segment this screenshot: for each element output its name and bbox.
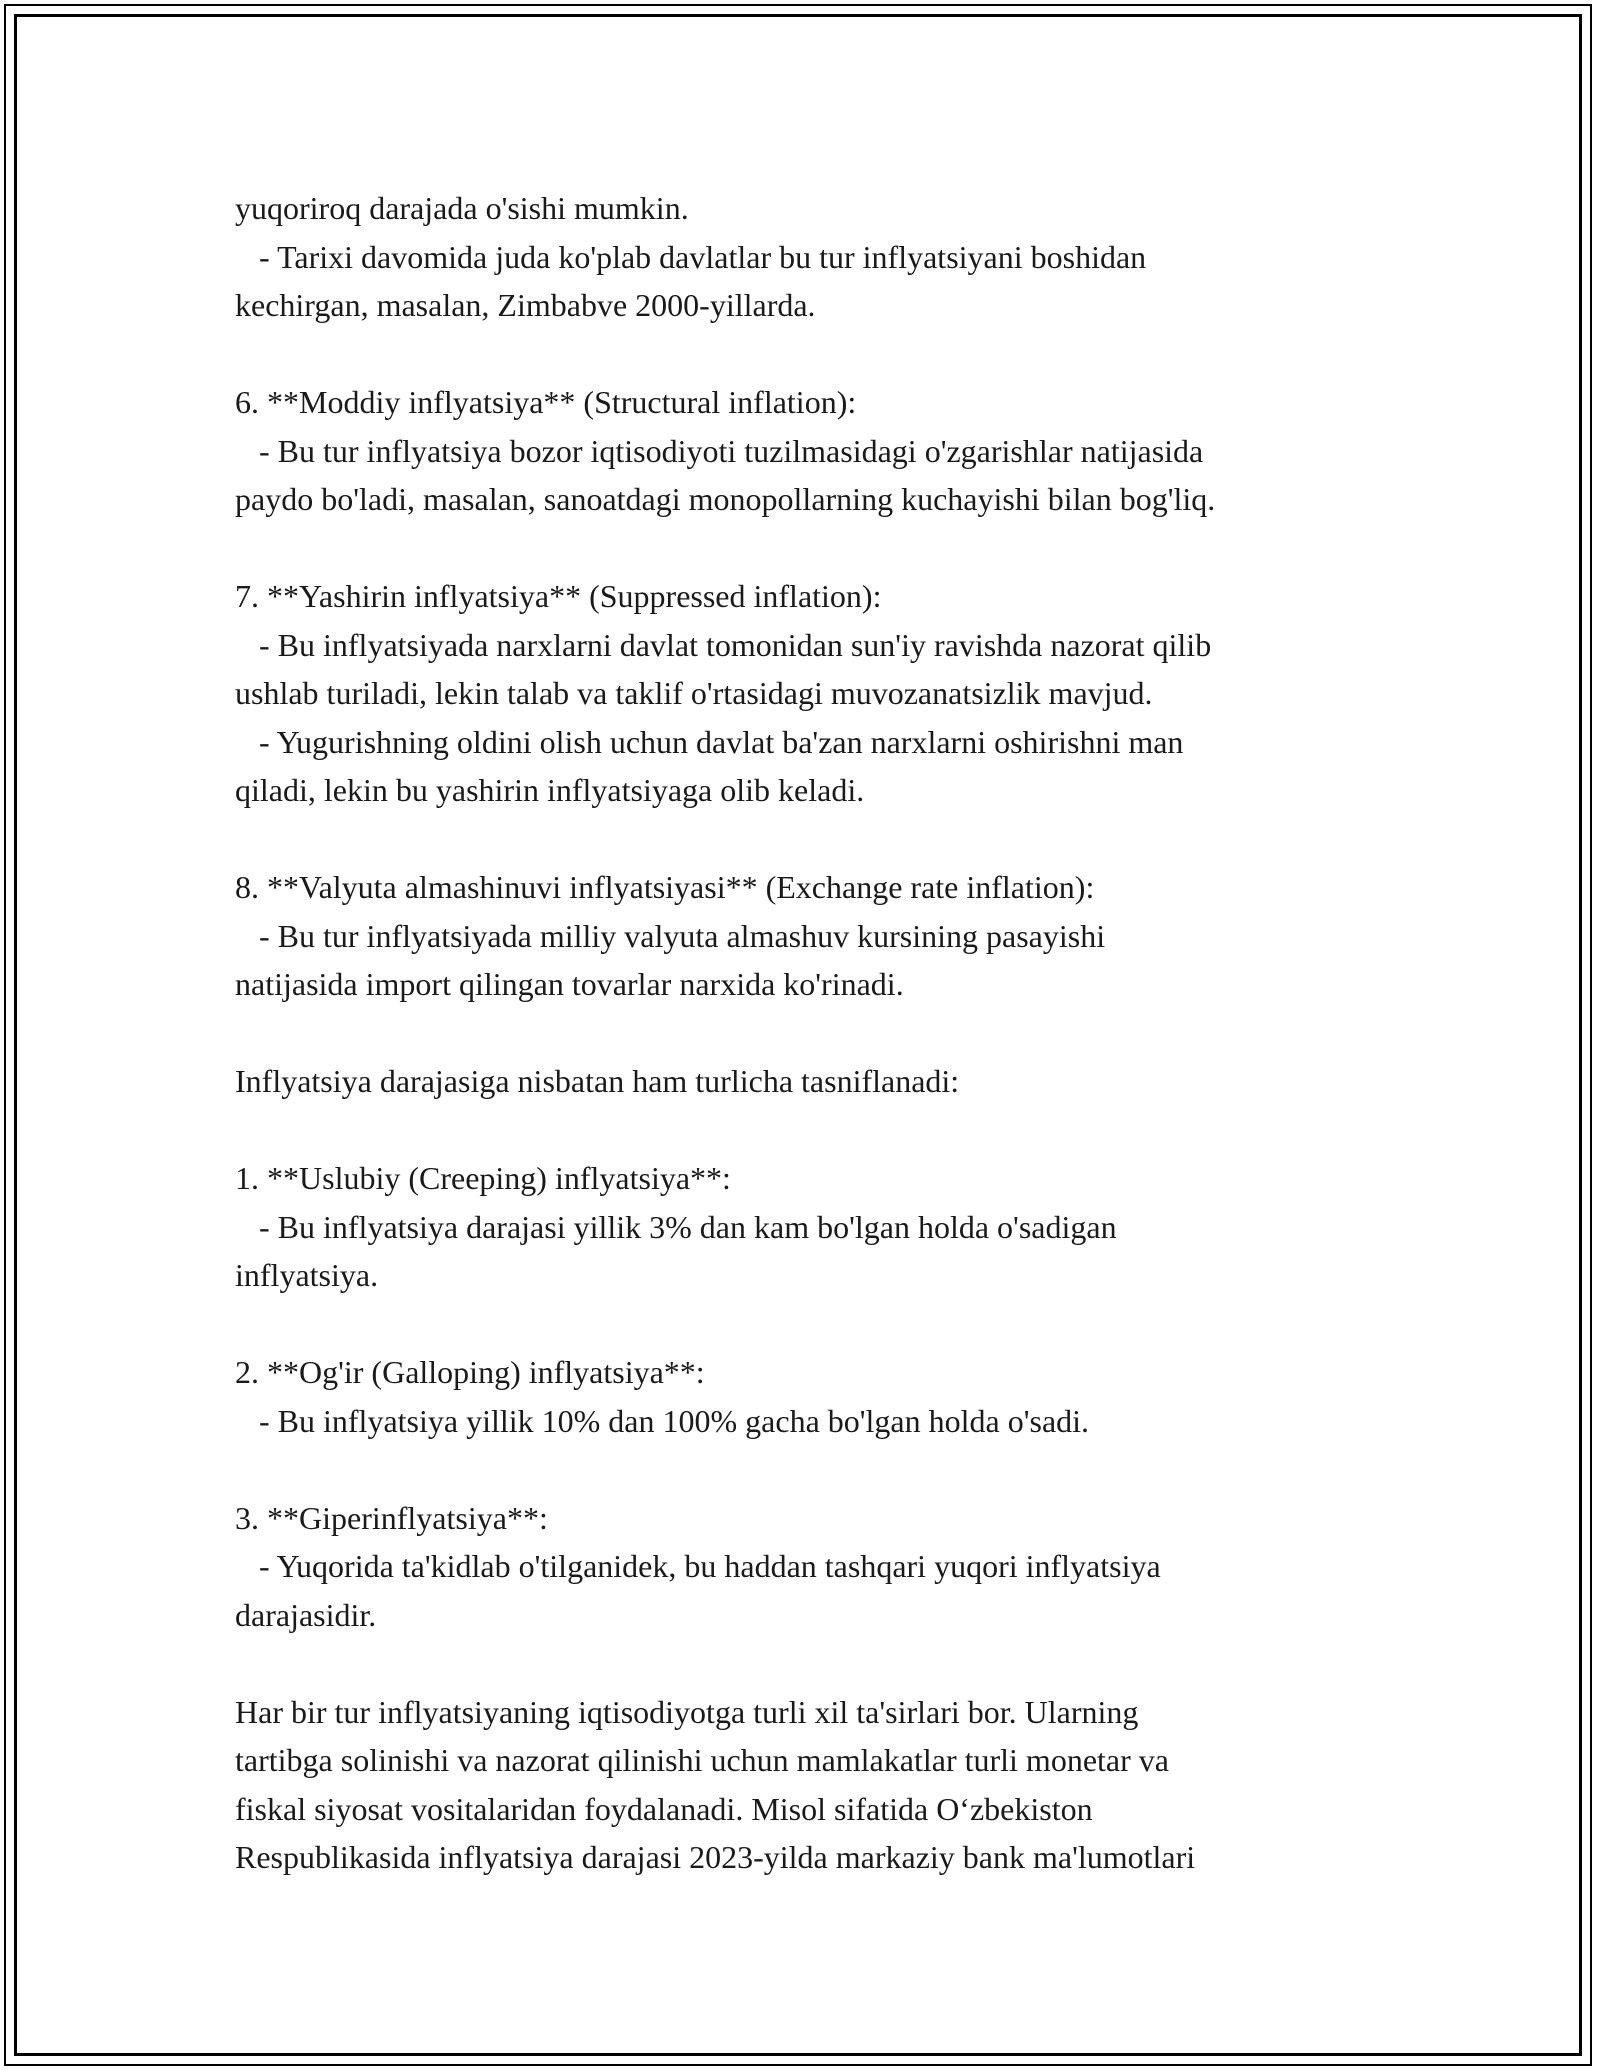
blank-line <box>235 1009 1415 1058</box>
text-line: darajasidir. <box>235 1596 377 1633</box>
blank-line <box>235 1106 1415 1155</box>
paragraph <box>235 1688 1415 1882</box>
text-line: 7. **Yashirin inflyatsiya** (Suppressed inflation): <box>235 578 882 614</box>
text-line: paydo bo'ladi, masalan, sanoatdagi monopollarning kuchayishi bilan bog'liq. <box>235 481 1216 517</box>
text-line: Respublikasida inflyatsiya darajasi 2023-yilda markaziy bank ma'lumotlari <box>235 1839 1196 1875</box>
text-line: - Bu inflyatsiyada narxlarni davlat tomonidan sun'iy ravishda nazorat qilib <box>235 626 1212 663</box>
paragraph <box>235 1057 1415 1106</box>
text-line: tartibga solinishi va nazorat qilinishi uchun mamlakatlar turli monetar va <box>235 1742 1169 1778</box>
text-line: - Bu inflyatsiya yillik 10% dan 100% gacha bo'lgan holda o'sadi. <box>235 1402 1090 1439</box>
blank-line <box>235 1639 1415 1688</box>
text-line: natijasida import qilingan tovarlar narxida ko'rinadi. <box>235 966 904 1002</box>
text-line: - Bu inflyatsiya darajasi yillik 3% dan kam bo'lgan holda o'sadigan <box>235 1208 1117 1245</box>
blank-line <box>235 1300 1415 1349</box>
blank-line <box>235 815 1415 864</box>
text-line: 1. **Uslubiy (Creeping) inflyatsiya**: <box>235 1160 731 1196</box>
paragraph <box>235 1348 1415 1445</box>
text-line: 6. **Moddiy inflyatsiya** (Structural inflation): <box>235 384 857 420</box>
text-line: ushlab turiladi, lekin talab va taklif o'rtasidagi muvozanatsizlik mavjud. <box>235 675 1153 711</box>
text-line: fiskal siyosat vositalaridan foydalanadi. Misol sifatida O‘zbekiston <box>235 1790 1093 1827</box>
blank-line <box>235 330 1415 379</box>
paragraph <box>235 1154 1415 1300</box>
text-line: 2. **Og'ir (Galloping) inflyatsiya**: <box>235 1354 705 1390</box>
text-line: inflyatsiya. <box>235 1257 379 1293</box>
text-line: yuqoriroq darajada o'sishi mumkin. <box>235 190 689 226</box>
paragraph <box>235 378 1415 524</box>
text-line: Inflyatsiya darajasiga nisbatan ham turlicha tasniflanadi: <box>235 1063 960 1099</box>
paragraph <box>235 572 1415 815</box>
text-line: - Bu tur inflyatsiyada milliy valyuta almashuv kursining pasayishi <box>235 917 1106 954</box>
text-line: - Tarixi davomida juda ko'plab davlatlar bu tur inflyatsiyani boshidan <box>235 238 1147 275</box>
text-line: 3. **Giperinflyatsiya**: <box>235 1499 548 1536</box>
paragraph <box>235 1494 1415 1640</box>
text-line: - Yuqorida ta'kidlab o'tilganidek, bu haddan tashqari yuqori inflyatsiya <box>235 1548 1161 1584</box>
paragraph <box>235 184 1415 330</box>
blank-line <box>235 1445 1415 1494</box>
blank-line <box>235 524 1415 573</box>
text-line: - Bu tur inflyatsiya bozor iqtisodiyoti tuzilmasidagi o'zgarishlar natijasida <box>235 432 1204 469</box>
text-line: Har bir tur inflyatsiyaning iqtisodiyotga turli xil ta'sirlari bor. Ularning <box>235 1693 1139 1730</box>
paragraph <box>235 863 1415 1009</box>
text-line: qiladi, lekin bu yashirin inflyatsiyaga olib keladi. <box>235 772 865 808</box>
text-line: 8. **Valyuta almashinuvi inflyatsiyasi** (Exchange rate inflation): <box>235 869 1095 905</box>
text-line: kechirgan, masalan, Zimbabve 2000-yillarda. <box>235 287 816 323</box>
document-body <box>235 184 1415 1882</box>
text-line: - Yugurishning oldini olish uchun davlat ba'zan narxlarni oshirishni man <box>235 723 1184 760</box>
